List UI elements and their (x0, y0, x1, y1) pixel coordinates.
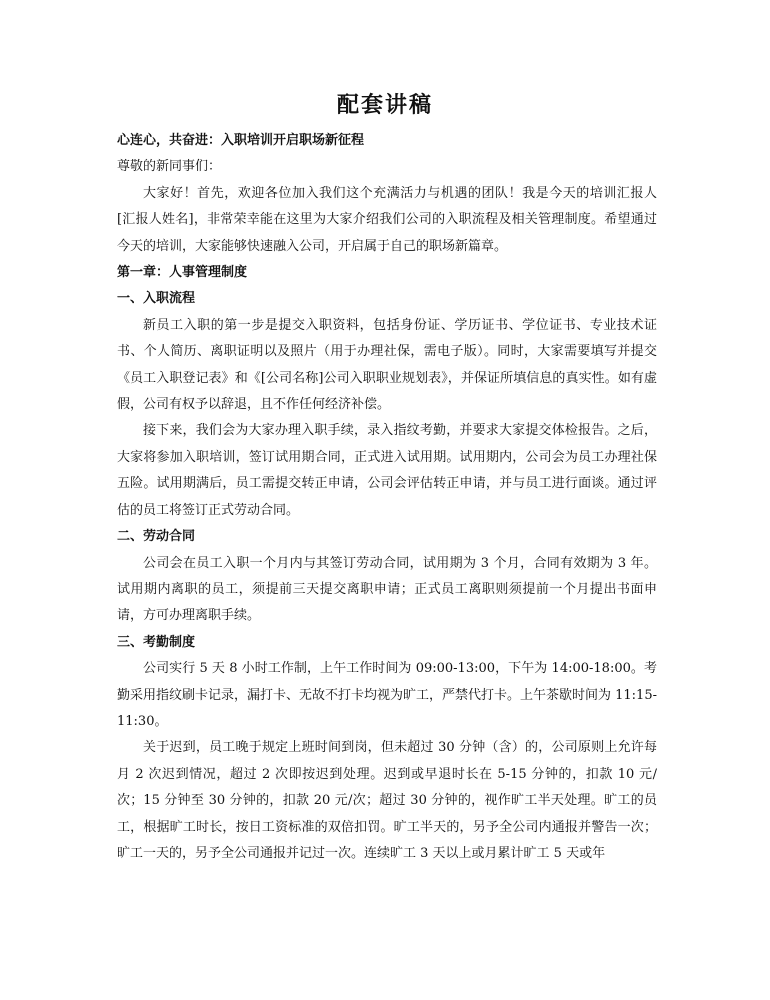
onboarding-paragraph-2: 接下来，我们会为大家办理入职手续，录入指纹考勤，并要求大家提交体检报告。之后，大家将参加入职培训，签订试用期合同，正式进入试用期。试用期内，公司会为员工办理社保五险。试用期满后，员工需提交转正申请，公司会评估转正申请，并与员工进行面谈。通过评估的员工将签订正式劳动合同。 (117, 423, 657, 518)
chapter-heading: 第一章：人事管理制度 (117, 265, 248, 281)
document-body (117, 128, 657, 867)
section-heading-contract: 二、劳动合同 (117, 529, 196, 545)
intro-paragraph: 大家好！首先，欢迎各位加入我们这个充满活力与机遇的团队！我是今天的培训汇报人 [汇报人姓名]，非常荣幸能在这里为大家介绍我们公司的入职流程及相关管理制度。希望通过今天的培训，大家能够快速融入公司，开启属于自己的职场新篇章。 (117, 185, 657, 254)
section-heading-onboarding: 一、入职流程 (117, 291, 196, 307)
contract-paragraph: 公司会在员工入职一个月内与其签订劳动合同，试用期为 3 个月，合同有效期为 3 年。试用期内离职的员工，须提前三天提交离职申请；正式员工离职则须提前一个月提出书面申请，方可办理离职手续。 (117, 555, 657, 624)
attendance-paragraph-2: 关于迟到，员工晚于规定上班时间到岗，但未超过 30 分钟（含）的，公司原则上允许每月 2 次迟到情况，超过 2 次即按迟到处理。迟到或早退时长在 5-15 分钟的，扣款 10 元/次；15 分钟至 30 分钟的，扣款 20 元/次；超过 30 分钟的，视作旷工半天处理。旷工的员工，根据旷工时长，按日工资标准的双倍扣罚。旷工半天的，另予全公司内通报并警告一次；旷工一天的，另予全公司通报并记过一次。连续旷工 3 天以上或月累计旷工 5 天或年 (117, 740, 657, 861)
page-title: 配套讲稿 (336, 92, 433, 118)
greeting: 尊敬的新同事们： (117, 159, 222, 175)
attendance-paragraph-1: 公司实行 5 天 8 小时工作制，上午工作时间为 09:00-13:00，下午为 14:00-18:00。考勤采用指纹刷卡记录，漏打卡、无故不打卡均视为旷工，严禁代打卡。上午茶歇时间为 11:15-11:30。 (117, 661, 657, 729)
subtitle: 心连心，共奋进：入职培训开启职场新征程 (117, 133, 365, 148)
onboarding-paragraph-1: 新员工入职的第一步是提交入职资料，包括身份证、学历证书、学位证书、专业技术证书、个人简历、离职证明以及照片（用于办理社保，需电子版）。同时，大家需要填写并提交《员工入职登记表》和《[公司名称]公司入职职业规划表》，并保证所填信息的真实性。如有虚假，公司有权予以辞退，且不作任何经济补偿。 (117, 317, 657, 413)
section-heading-attendance: 三、考勤制度 (117, 634, 196, 650)
